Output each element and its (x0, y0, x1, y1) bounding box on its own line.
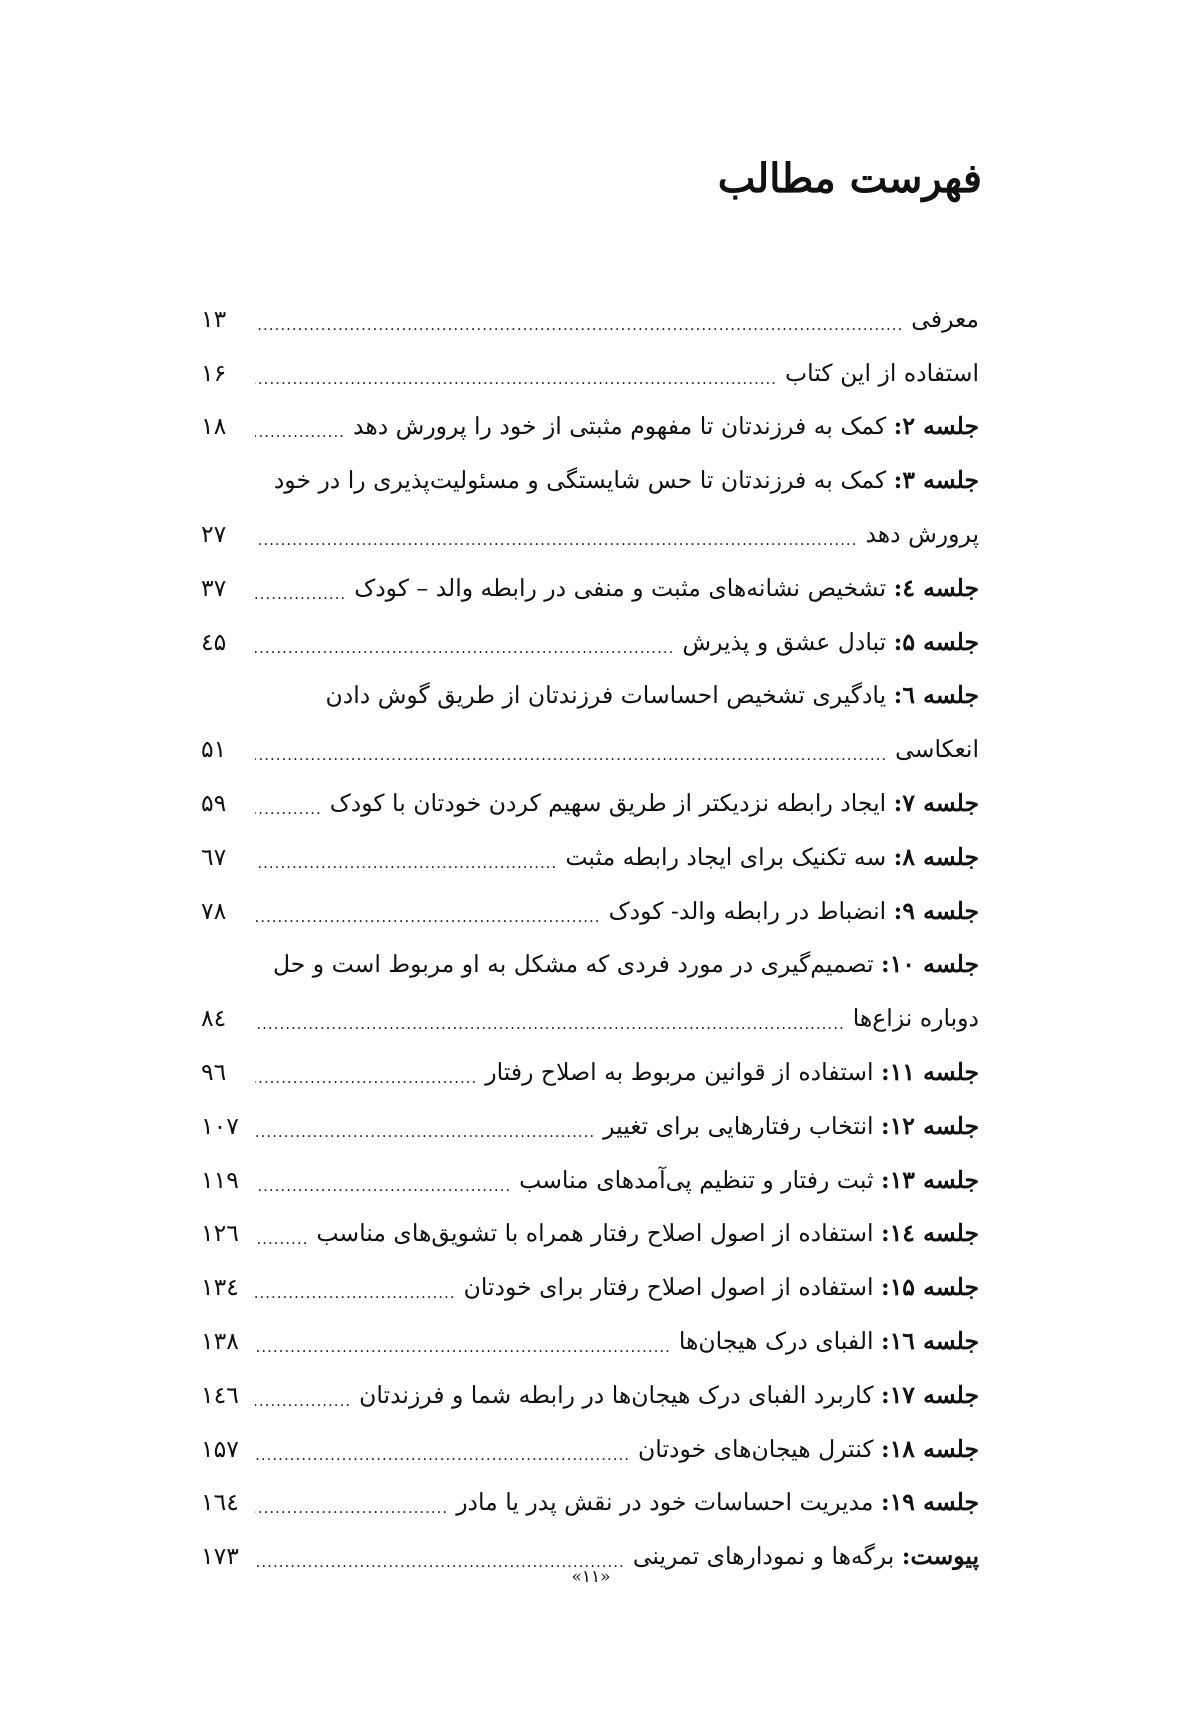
toc-page-number: ٦۷ (201, 842, 227, 871)
toc-entry (201, 938, 979, 1046)
toc-entry-title: مدیریت احساسات خود در نقش پدر یا مادر (456, 1488, 874, 1517)
dot-leader (255, 1499, 448, 1529)
toc-entry (201, 346, 979, 400)
toc-entry-label: جلسه ١٦: (881, 1327, 979, 1356)
toc-entry-label: جلسه ۸: (893, 842, 979, 871)
toc-line (201, 1099, 979, 1153)
toc-page-number: ۱۳ (201, 304, 227, 333)
toc-entry-label: جلسه ١٤: (881, 1219, 979, 1248)
toc-line (201, 1368, 979, 1422)
toc-page-number: ۱۱۹ (201, 1165, 239, 1194)
toc-line (201, 669, 979, 723)
dot-leader (255, 1446, 630, 1476)
toc-page-number: ۱۷۳ (201, 1542, 239, 1571)
toc-entry (201, 1314, 979, 1368)
toc-line (201, 776, 979, 830)
toc-page-number: ۹٦ (201, 1058, 227, 1087)
toc-line (201, 453, 979, 507)
toc-entry-label: جلسه ۱۱: (881, 1058, 979, 1087)
toc-entry (201, 1153, 979, 1207)
toc-entry-title: استفاده از اصول اصلاح رفتار همراه با تشویق‌های مناسب (316, 1219, 874, 1248)
toc-entry-title: ثبت رفتار و تنظیم پی‌آمدهای مناسب (519, 1165, 874, 1194)
dot-leader (255, 370, 777, 400)
toc-entry-title: پرورش دهد (865, 520, 979, 549)
toc-entry-title: کنترل هیجان‌های خودتان (638, 1434, 874, 1463)
toc-page-number: ۷۸ (201, 896, 227, 925)
toc-entry-label: جلسه ۱۵: (881, 1273, 979, 1302)
toc-page-number: ٤۵ (201, 627, 227, 656)
toc-entry-label: جلسه ۵: (893, 627, 979, 656)
toc-entry (201, 1422, 979, 1476)
toc-line (201, 991, 979, 1045)
toc-page-number: ۱۸ (201, 412, 227, 441)
toc-entry (201, 292, 979, 346)
toc-entry-label: جلسه ۷: (893, 789, 979, 818)
toc-entry (201, 1476, 979, 1530)
toc-entry-title: کاربرد الفبای درک هیجان‌ها در رابطه شما و فرزندتان (359, 1380, 874, 1409)
toc-entry (201, 1207, 979, 1261)
toc-page-number: ۵۱ (201, 735, 227, 764)
toc-page-number: ۱۵۷ (201, 1434, 239, 1463)
dot-leader (255, 585, 346, 615)
toc-page-number: ۱۳۸ (201, 1327, 239, 1356)
toc-line (201, 1207, 979, 1261)
toc-entry (201, 615, 979, 669)
toc-page-number: ۱۶ (201, 358, 227, 387)
toc-entry (201, 1368, 979, 1422)
toc-line (201, 1045, 979, 1099)
toc-entry-title: تشخیص نشانه‌های مثبت و منفی در رابطه والد – کودک (354, 573, 887, 602)
toc-entry-label: جلسه ۱۹: (881, 1488, 979, 1517)
toc-line (201, 1422, 979, 1476)
toc-line (201, 884, 979, 938)
toc-entry (201, 400, 979, 454)
toc-page-number: ۲۷ (201, 520, 227, 549)
toc-entry-title: کمک به فرزندتان تا حس شایستگی و مسئولیت‌پذیری را در خود (273, 466, 887, 495)
toc-entry-label: جلسه ۱۲: (881, 1111, 979, 1140)
dot-leader (255, 1069, 477, 1099)
dot-leader (255, 639, 674, 669)
toc-entry-title: سه تکنیک برای ایجاد رابطه مثبت (565, 842, 887, 871)
toc-entry (201, 884, 979, 938)
toc-entry (201, 776, 979, 830)
dot-leader (255, 1177, 511, 1207)
toc-line (201, 1476, 979, 1530)
toc-line (201, 507, 979, 561)
dot-leader (255, 854, 557, 884)
toc-entry-label: جلسه ٤: (893, 573, 979, 602)
toc-entry-title: دوباره نزاع‌ها (852, 1004, 979, 1033)
dot-leader (255, 800, 322, 830)
dot-leader (255, 1392, 351, 1422)
toc-line (201, 400, 979, 454)
toc-page-number: ١٤٦ (201, 1380, 239, 1409)
dot-leader (255, 908, 601, 938)
toc-entry-label: جلسه ۲: (893, 412, 979, 441)
toc-page-number: ۵۹ (201, 789, 227, 818)
toc-page-number: ۸٤ (201, 1004, 227, 1033)
toc-entry-label: جلسه ۱۰: (881, 950, 979, 979)
toc-entry-title: استفاده از قوانین مربوط به اصلاح رفتار (485, 1058, 874, 1087)
toc-entry-title: کمک به فرزندتان تا مفهوم مثبتی از خود را پرورش دهد (352, 412, 887, 441)
toc-entry-title: تبادل عشق و پذیرش (682, 627, 887, 656)
toc-entry (201, 830, 979, 884)
toc-entry-label: جلسه ۱۷: (881, 1380, 979, 1409)
toc-entry-label: پیوست: (901, 1542, 979, 1571)
table-of-contents (201, 292, 979, 1583)
toc-entry-title: معرفی (911, 304, 979, 333)
toc-entry (201, 561, 979, 615)
dot-leader (255, 531, 857, 561)
toc-line (201, 615, 979, 669)
toc-entry-title: یادگیری تشخیص احساسات فرزندتان از طریق گوش دادن (325, 681, 887, 710)
toc-page-number: ۳۷ (201, 573, 227, 602)
toc-entry (201, 1260, 979, 1314)
toc-line (201, 722, 979, 776)
toc-line (201, 938, 979, 992)
dot-leader (255, 423, 345, 453)
toc-entry-label: جلسه ۹: (893, 896, 979, 925)
toc-entry (201, 453, 979, 561)
toc-page-number: ١٦٤ (201, 1488, 239, 1517)
toc-entry-label: جلسه ۱۳: (881, 1165, 979, 1194)
toc-entry-title: الفبای درک هیجان‌ها (678, 1327, 874, 1356)
toc-entry (201, 1099, 979, 1153)
toc-line (201, 830, 979, 884)
toc-entry-title: انتخاب رفتارهایی برای تغییر (603, 1111, 874, 1140)
dot-leader (255, 1284, 456, 1314)
dot-leader (255, 746, 887, 776)
dot-leader (255, 1015, 845, 1045)
toc-entry (201, 1045, 979, 1099)
toc-line (201, 292, 979, 346)
dot-leader (255, 1123, 595, 1153)
toc-entry (201, 669, 979, 777)
toc-entry-title: استفاده از این کتاب (785, 358, 979, 387)
dot-leader (255, 316, 903, 346)
page-title: فهرست مطالب (717, 155, 982, 202)
toc-entry-label: جلسه ۳: (893, 466, 979, 495)
toc-entry-label: جلسه ٦: (893, 681, 979, 710)
toc-entry-title: تصمیم‌گیری در مورد فردی که مشکل به او مربوط است و حل (272, 950, 874, 979)
toc-entry-title: برگه‌ها و نمودارهای تمرینی (632, 1542, 895, 1571)
toc-entry-title: استفاده از اصول اصلاح رفتار برای خودتان (463, 1273, 874, 1302)
toc-page-number: ۱۳٤ (201, 1273, 239, 1302)
toc-entry-title: انضباط در رابطه والد- کودک (608, 896, 887, 925)
dot-leader (255, 1338, 671, 1368)
toc-line (201, 1314, 979, 1368)
toc-page-number: ۱۲٦ (201, 1219, 239, 1248)
toc-line (201, 1260, 979, 1314)
toc-entry-label: جلسه ۱۸: (881, 1434, 979, 1463)
toc-line (201, 561, 979, 615)
toc-line (201, 346, 979, 400)
page-number: «۱۱» (571, 1567, 611, 1587)
toc-page-number: ۱۰۷ (201, 1111, 239, 1140)
toc-entry-title: انعکاسی (895, 735, 979, 764)
toc-entry-title: ایجاد رابطه نزدیکتر از طریق سهیم کردن خودتان با کودک (329, 789, 887, 818)
dot-leader (255, 1230, 308, 1260)
toc-line (201, 1153, 979, 1207)
